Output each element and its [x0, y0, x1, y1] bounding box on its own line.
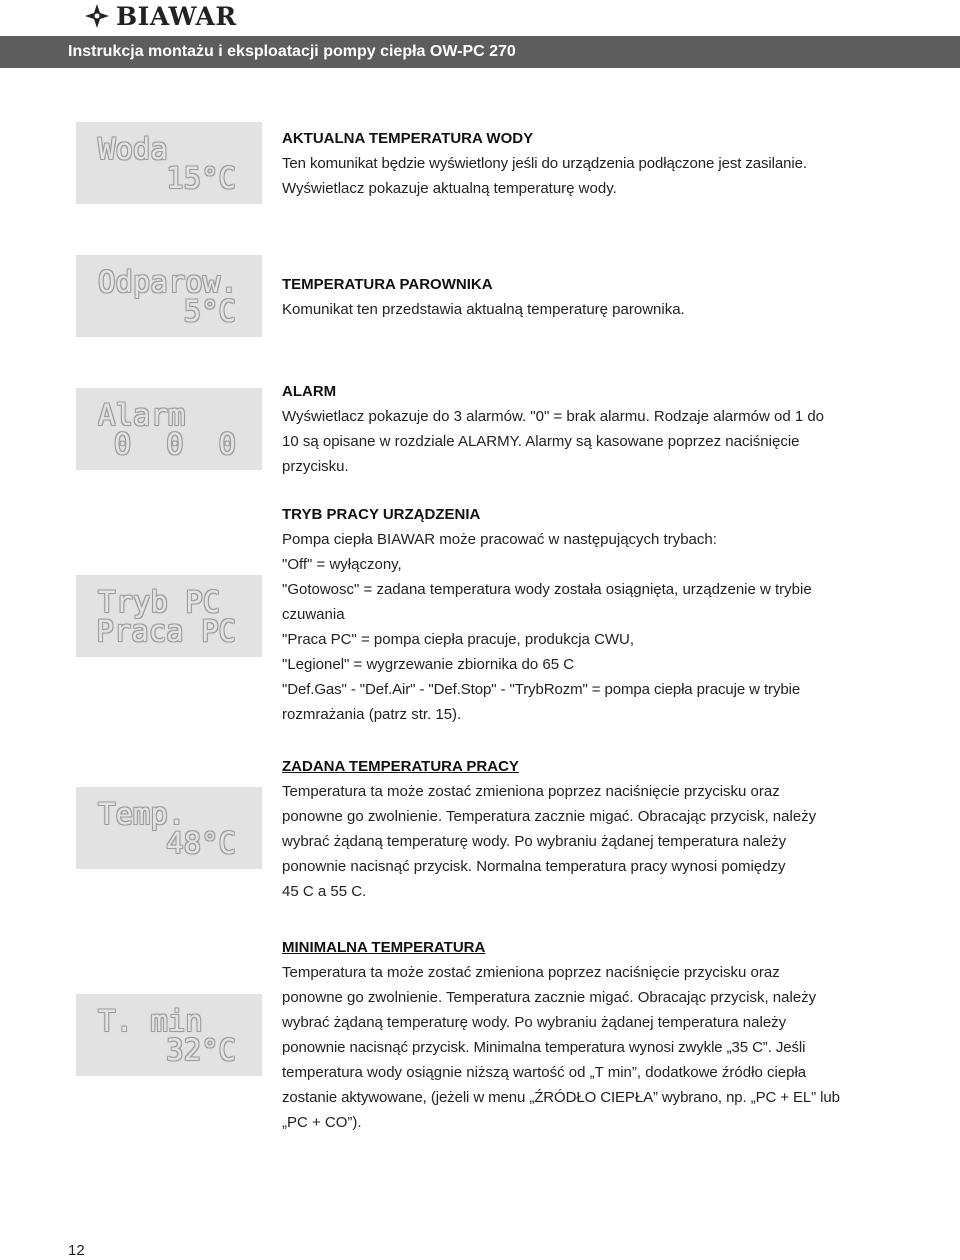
section-line: ponownie nacisnąć przycisk. Minimalna temperatura wynosi zwykle „35 C”. Jeśli	[282, 1039, 806, 1056]
lcd-line-2: 15°C	[166, 161, 236, 195]
lcd-display-water	[76, 122, 262, 204]
lcd-line-1: Odparow.	[98, 265, 238, 299]
section-set-temperature	[282, 754, 922, 904]
section-line: wybrać żądaną temperaturę wody. Po wybraniu żądanej temperatura należy	[282, 1014, 787, 1031]
section-line: Pompa ciepła BIAWAR może pracować w następujących trybach:	[282, 531, 717, 548]
section-line: Ten komunikat będzie wyświetlony jeśli do urządzenia podłączone jest zasilanie.	[282, 155, 807, 172]
lcd-line-2: Praca PC	[96, 614, 236, 648]
lcd-line-2: 48°C	[166, 826, 236, 860]
section-line: Temperatura ta może zostać zmieniona poprzez naciśnięcie przycisku oraz	[282, 964, 780, 981]
section-line: 10 są opisane w rozdziale ALARMY. Alarmy są kasowane poprzez naciśnięcie	[282, 433, 800, 450]
section-operating-mode	[282, 502, 922, 727]
lcd-line-1: Temp.	[98, 797, 186, 831]
section-title: AKTUALNA TEMPERATURA WODY	[282, 130, 534, 147]
section-title: ZADANA TEMPERATURA PRACY	[282, 758, 519, 775]
lcd-line-1: Alarm	[98, 398, 186, 432]
lcd-line-2: 0 0 0	[113, 427, 236, 461]
biawar-logo-icon	[84, 3, 110, 29]
section-evaporator-temp	[282, 272, 922, 322]
lcd-display-alarm	[76, 388, 262, 470]
section-line: "Praca PC" = pompa ciepła pracuje, produkcja CWU,	[282, 631, 635, 648]
lcd-line-1: Tryb PC	[98, 585, 221, 619]
lcd-line-2: 32°C	[166, 1033, 236, 1067]
section-line: ponowne go zwolnienie. Temperatura zacznie migać. Obracając przycisk, należy	[282, 808, 817, 825]
lcd-line-1: T. min	[98, 1004, 203, 1038]
lcd-display-set-temp	[76, 787, 262, 869]
lcd-display-evaporator	[76, 255, 262, 337]
section-water-temp	[282, 126, 922, 201]
lcd-display-mode	[76, 575, 262, 657]
section-line: ponownie nacisnąć przycisk. Normalna temperatura pracy wynosi pomiędzy	[282, 858, 786, 875]
section-line: "Legionel" = wygrzewanie zbiornika do 65 C	[282, 656, 575, 673]
section-line: 45 C a 55 C.	[282, 883, 367, 900]
section-line: "Off" = wyłączony,	[282, 556, 402, 573]
section-title: ALARM	[282, 383, 337, 400]
section-line: zostanie aktywowane, (jeżeli w menu „ŹRÓDŁO CIEPŁA” wybrano, np. „PC + EL” lub	[282, 1089, 840, 1106]
header-bar	[0, 36, 960, 68]
section-line: przycisku.	[282, 458, 349, 475]
section-title: TEMPERATURA PAROWNIKA	[282, 276, 493, 293]
document-title: Instrukcja montażu i eksploatacji pompy ciepła OW-PC 270	[68, 43, 516, 60]
logo-text: BIAWAR	[116, 1, 237, 31]
section-line: Komunikat ten przedstawia aktualną temperaturę parownika.	[282, 301, 685, 318]
section-line: "Def.Gas" - "Def.Air" - "Def.Stop" - "TrybRozm" = pompa ciepła pracuje w trybie	[282, 681, 801, 698]
section-line: czuwania	[282, 606, 345, 623]
section-line: "Gotowosc" = zadana temperatura wody została osiągnięta, urządzenie w trybie	[282, 581, 812, 598]
section-line: rozmrażania (patrz str. 15).	[282, 706, 462, 723]
section-line: wybrać żądaną temperaturę wody. Po wybraniu żądanej temperatura należy	[282, 833, 787, 850]
lcd-display-min-temp	[76, 994, 262, 1076]
section-line: Wyświetlacz pokazuje do 3 alarmów. "0" = brak alarmu. Rodzaje alarmów od 1 do	[282, 408, 825, 425]
section-line: temperatura wody osiągnie niższą wartość od „T min”, dodatkowe źródło ciepła	[282, 1064, 807, 1081]
section-line: ponowne go zwolnienie. Temperatura zacznie migać. Obracając przycisk, należy	[282, 989, 817, 1006]
page-number: 12	[68, 1242, 85, 1259]
section-line: Temperatura ta może zostać zmieniona poprzez naciśnięcie przycisku oraz	[282, 783, 780, 800]
section-minimum-temperature	[282, 935, 922, 1135]
section-title: TRYB PRACY URZĄDZENIA	[282, 506, 481, 523]
lcd-line-2: 5°C	[183, 294, 236, 328]
brand-logo	[84, 2, 237, 30]
section-line: „PC + CO”).	[282, 1114, 362, 1131]
section-line: Wyświetlacz pokazuje aktualną temperaturę wody.	[282, 180, 617, 197]
section-title: MINIMALNA TEMPERATURA	[282, 939, 486, 956]
section-alarm	[282, 379, 922, 479]
lcd-line-1: Woda	[98, 132, 168, 166]
